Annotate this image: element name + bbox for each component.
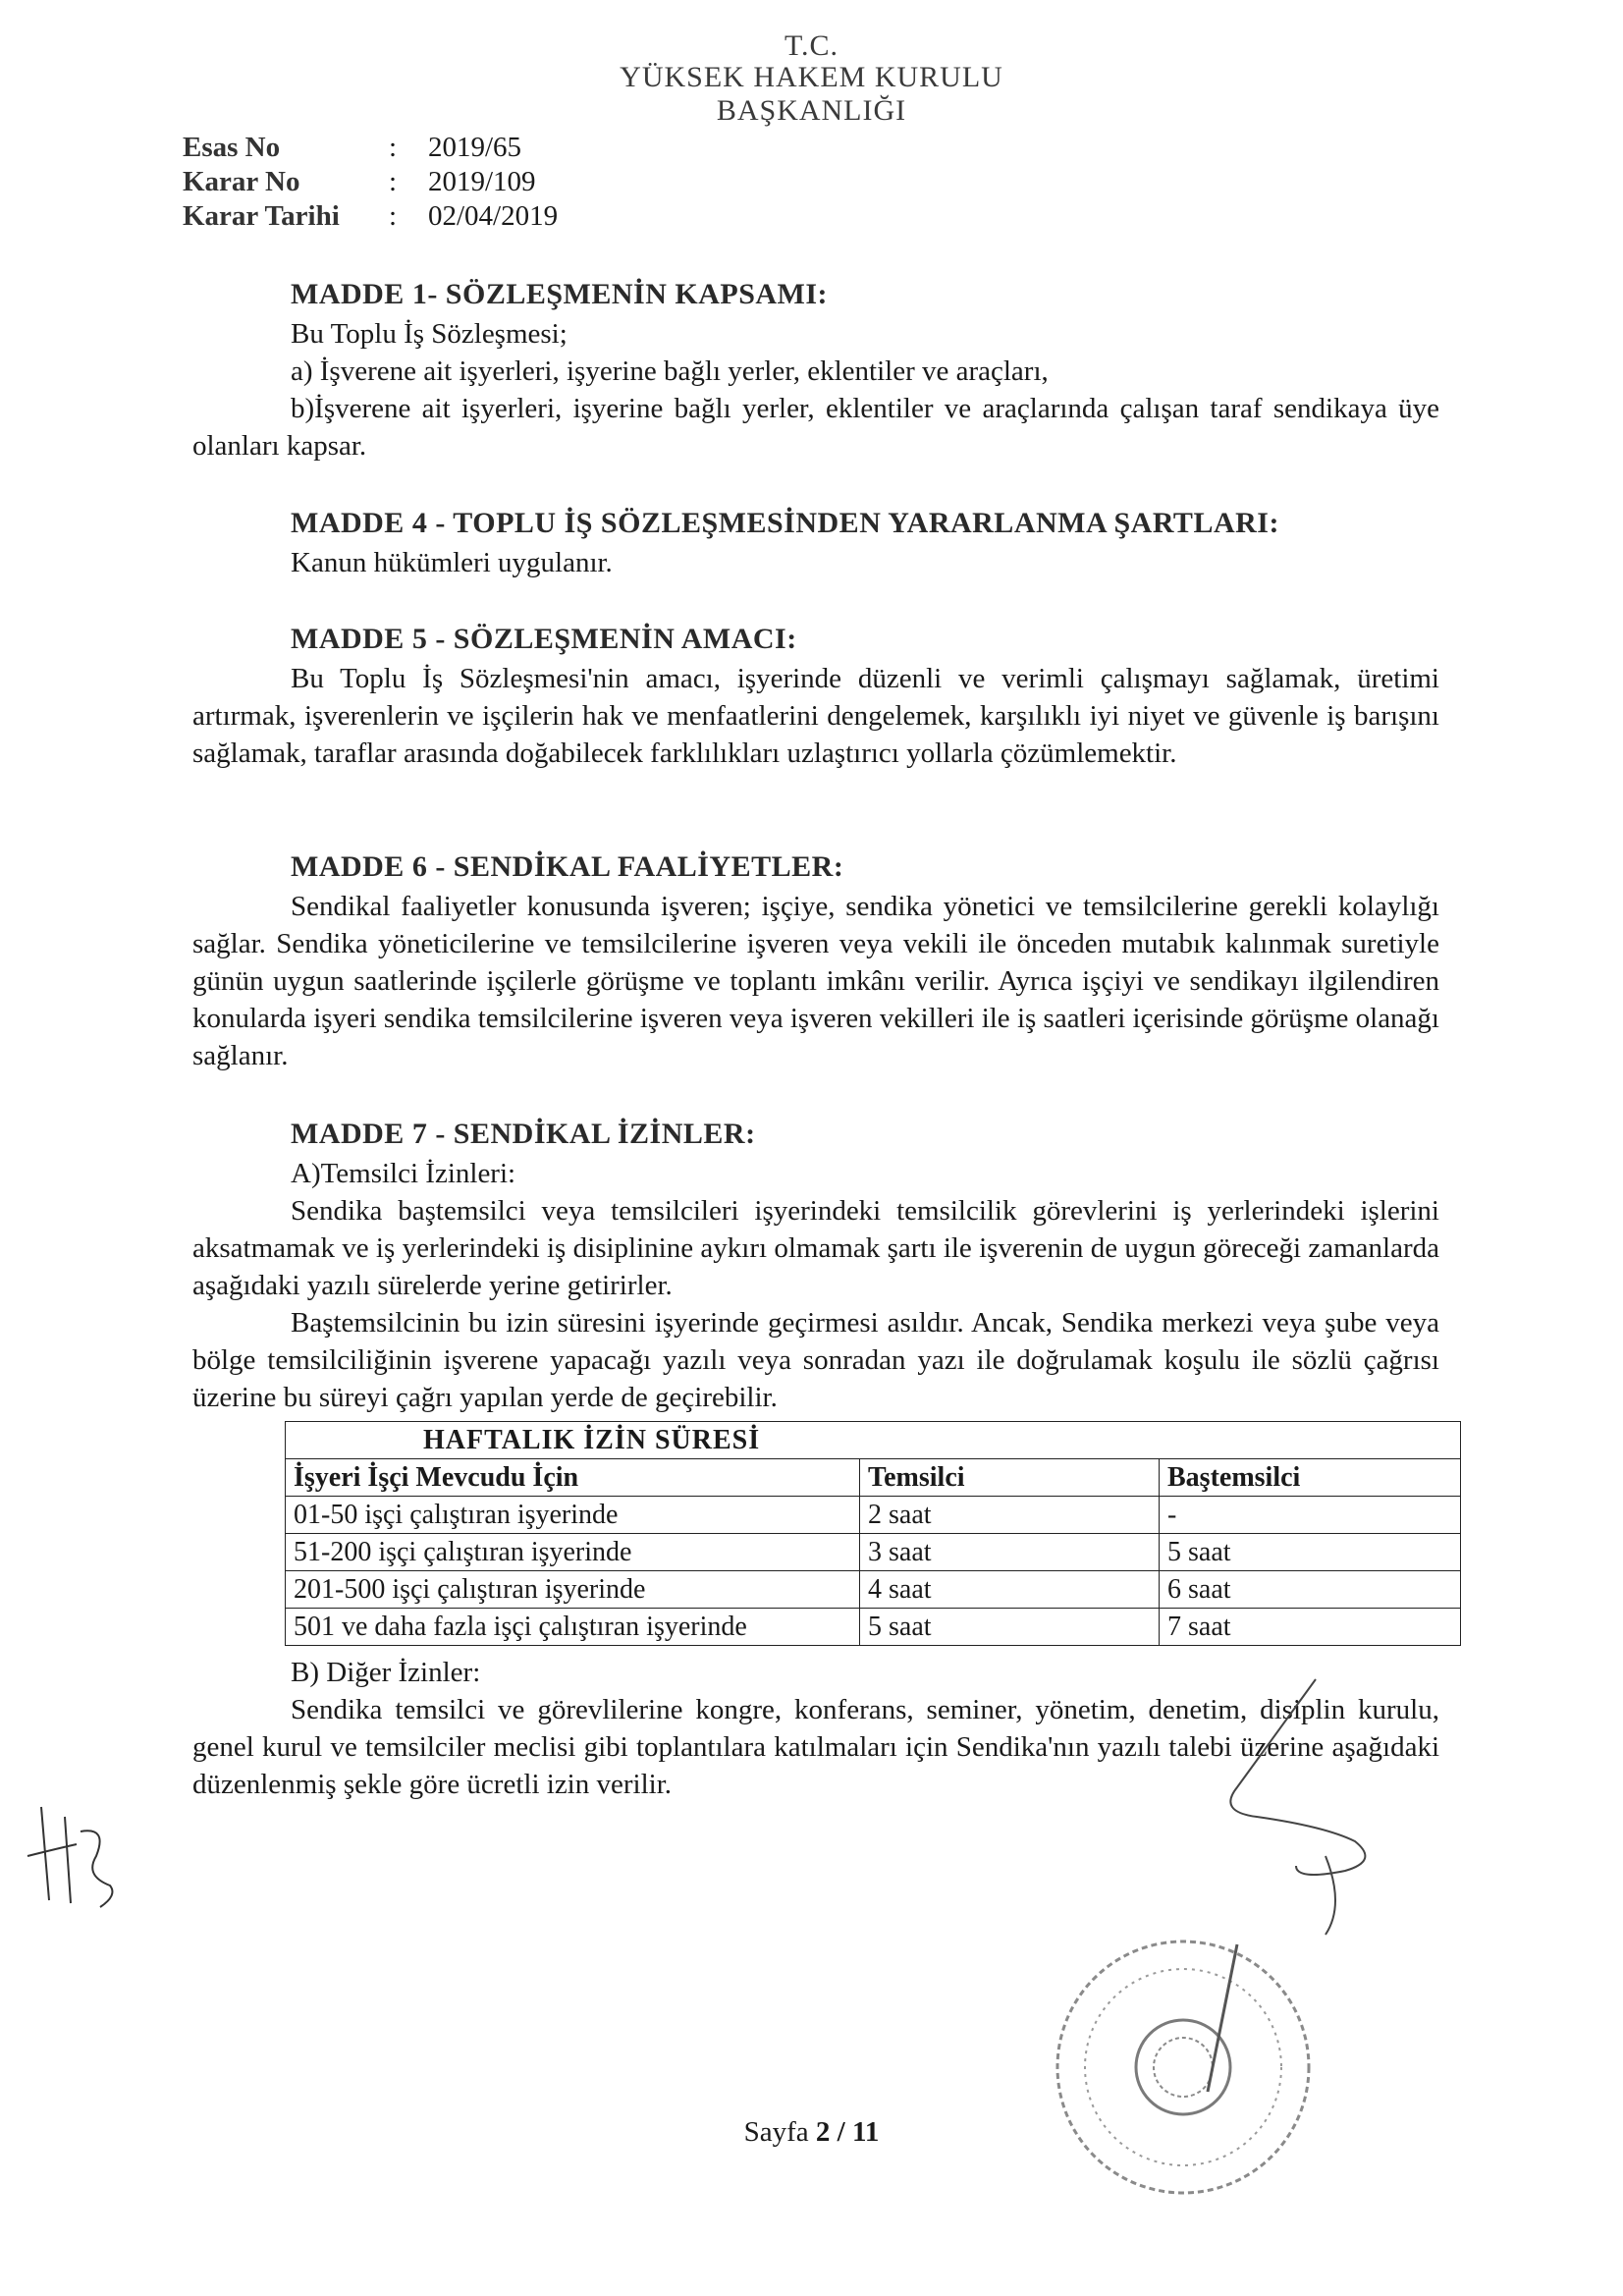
madde7-title: MADDE 7 - SENDİKAL İZİNLER: <box>291 1118 756 1150</box>
madde4-title: MADDE 4 - TOPLU İŞ SÖZLEŞMESİNDEN YARARLANMA ŞARTLARI: <box>291 507 1279 539</box>
meta-sep: : <box>389 166 398 197</box>
table-cell: 501 ve daha fazla işçi çalıştıran işyerinde <box>286 1609 860 1646</box>
header-tc: T.C. <box>784 29 839 62</box>
table-header-row <box>286 1459 1461 1497</box>
madde7-para1: Sendika baştemsilci veya temsilcileri işyerindeki temsilcilik görevlerini iş yerlerindeki işlerini aksatmamak ve iş yerlerindeki iş disiplinine aykırı olmamak şartı ile işverenin de uygun göreceği zamanlarda aşağıdaki yazılı sürelerde yerine getirirler. <box>192 1195 1439 1301</box>
table-cell: 6 saat <box>1160 1571 1461 1609</box>
madde6-title: MADDE 6 - SENDİKAL FAALİYETLER: <box>291 850 844 883</box>
madde7-para3: Sendika temsilci ve görevlilerine kongre, konferans, seminer, yönetim, denetim, disiplin kurulu, genel kurul ve temsilciler meclisi gibi toplantılara katılmaları için Sendika'nın yazılı talebi üzerine aşağıdaki düzenlenmiş şekle göre ücretli izin verilir. <box>192 1694 1439 1800</box>
meta-sep: : <box>389 200 398 232</box>
meta-value: 2019/65 <box>428 132 522 163</box>
header-institution: YÜKSEK HAKEM KURULU <box>620 61 1003 93</box>
madde1-line: b)İşverene ait işyerleri, işyerine bağlı yerler, eklentiler ve araçlarında çalışan taraf sendikaya üye olanları kapsar. <box>192 393 1439 462</box>
madde1-body <box>192 315 1439 465</box>
madde7-body <box>192 1155 1439 1416</box>
meta-row-tarih <box>183 199 558 234</box>
meta-key: Esas No <box>183 132 281 163</box>
page-count: 2 / 11 <box>815 2116 880 2148</box>
meta-value: 02/04/2019 <box>428 200 559 232</box>
madde6-body <box>192 888 1439 1074</box>
table-cell: - <box>1160 1497 1461 1534</box>
table-cell: 01-50 işçi çalıştıran işyerinde <box>286 1497 860 1534</box>
table-cell: 5 saat <box>860 1609 1160 1646</box>
table-caption-row <box>286 1422 1461 1459</box>
table-cell: 5 saat <box>1160 1534 1461 1571</box>
table-row <box>286 1534 1461 1571</box>
table-cell: 7 saat <box>1160 1609 1461 1646</box>
madde5-title: MADDE 5 - SÖZLEŞMENİN AMACI: <box>291 623 797 655</box>
meta-key: Karar Tarihi <box>183 200 340 232</box>
table-cell: 3 saat <box>860 1534 1160 1571</box>
madde7-sub-a: A)Temsilci İzinleri: <box>291 1158 516 1189</box>
madde4-body <box>192 544 1439 581</box>
page-number <box>0 2116 1623 2149</box>
madde4-text: Kanun hükümleri uygulanır. <box>291 547 613 578</box>
madde7-para2: Baştemsilcinin bu izin süresini işyerinde geçirmesi asıldır. Ancak, Sendika merkezi veya şube veya bölge temsilciliğinin işverene yapacağı yazılı veya sonradan yazı ile doğrulamak koşulu ile sözlü çağrısı üzerine bu süreyi çağrı yapılan yerde de geçirebilir. <box>192 1307 1439 1413</box>
madde5-body <box>192 660 1439 772</box>
table-caption: HAFTALIK İZİN SÜRESİ <box>286 1422 1461 1459</box>
madde6-text: Sendikal faaliyetler konusunda işveren; işçiye, sendika yönetici ve temsilcilerine gerekli kolaylığı sağlar. Sendika yöneticilerine ve temsilcilerine işveren veya vekili ile önceden mutabık kalınmak suretiyle günün uygun saatlerinde işçilerle görüşme ve toplantı imkânı verilir. Ayrıca işçiyi ve sendikayı ilgilendiren konularda işyeri sendika temsilcilerine işveren veya işveren vekilleri ile iş saatleri içerisinde görüşme olanağı sağlanır. <box>192 891 1439 1071</box>
table-row <box>286 1497 1461 1534</box>
table-cell: 2 saat <box>860 1497 1160 1534</box>
table-row <box>286 1609 1461 1646</box>
signature-icon <box>1178 1669 1404 1944</box>
header-presidency: BAŞKANLIĞI <box>716 94 907 127</box>
madde1-line: Bu Toplu İş Sözleşmesi; <box>291 318 568 350</box>
official-stamp-icon <box>1041 1925 1325 2210</box>
table-header-cell: İşyeri İşçi Mevcudu İçin <box>286 1459 860 1497</box>
table-header-cell: Temsilci <box>860 1459 1160 1497</box>
table-cell: 201-500 işçi çalıştıran işyerinde <box>286 1571 860 1609</box>
meta-key: Karar No <box>183 166 300 197</box>
page-label: Sayfa <box>743 2116 809 2148</box>
madde5-text: Bu Toplu İş Sözleşmesi'nin amacı, işyerinde düzenli ve verimli çalışmayı sağlamak, üretimi artırmak, işverenlerin ve işçilerin hak ve menfaatlerini dengelemek, karşılıklı iyi niyet ve güvenle iş barışını sağlamak, taraflar arasında doğabilecek farklılıkları uzlaştırıcı yollarla çözümlemektir. <box>192 663 1439 769</box>
table-cell: 4 saat <box>860 1571 1160 1609</box>
table-cell: 51-200 işçi çalıştıran işyerinde <box>286 1534 860 1571</box>
handwritten-initials <box>20 1787 128 1915</box>
madde1-title: MADDE 1- SÖZLEŞMENİN KAPSAMI: <box>291 278 829 310</box>
meta-sep: : <box>389 132 398 163</box>
table-header-cell: Baştemsilci <box>1160 1459 1461 1497</box>
madde7-sub-b: B) Diğer İzinler: <box>291 1657 481 1688</box>
meta-row-karar <box>183 165 558 199</box>
madde1-line: a) İşverene ait işyerleri, işyerine bağlı yerler, eklentiler ve araçları, <box>291 355 1049 387</box>
izin-table <box>285 1421 1461 1646</box>
case-meta <box>183 131 558 234</box>
meta-value: 2019/109 <box>428 166 536 197</box>
meta-row-esas <box>183 131 558 165</box>
table-row <box>286 1571 1461 1609</box>
